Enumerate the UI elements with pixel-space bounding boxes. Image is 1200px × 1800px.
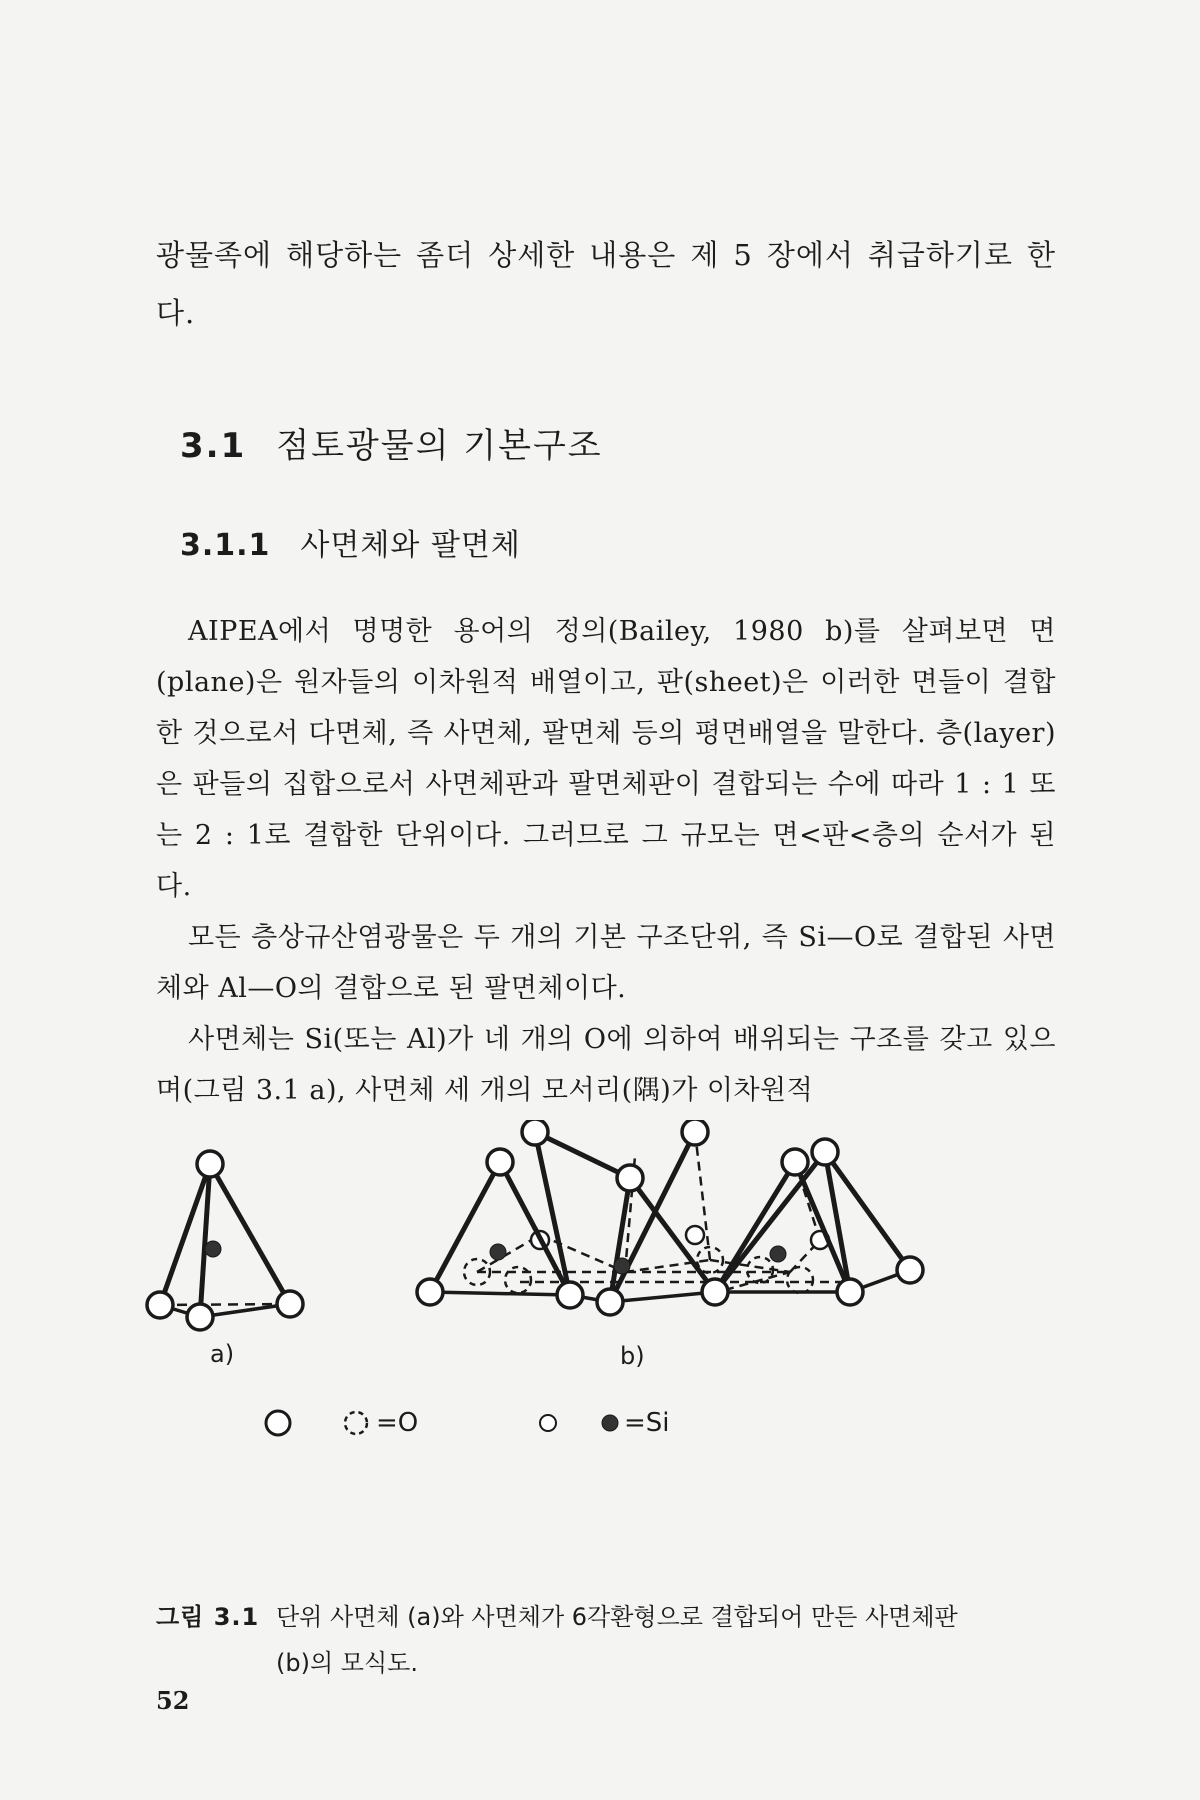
legend-o: =O (376, 1408, 419, 1438)
label-a: a) (210, 1340, 235, 1368)
legend-symbols (266, 1411, 618, 1435)
paragraph-1: AIPEA에서 명명한 용어의 정의(Bailey, 1980 b)를 살펴보면 면(plane)은 원자들의 이차원적 배열이고, 판(sheet)은 이러한 면들이 결합한 것으로서 다면체, 즉 사면체, 팔면체 등의 평면배열을 말한다. 층(layer)은 판들의 집합으로서 사면체판과 팔면체판이 결합되는 수에 따라 1 : 1 또는 2 : 1로 결합한 단위이다. 그러므로 그 규모는 면<판<층의 순서가 된다. (156, 616, 1056, 902)
intro-paragraph (156, 226, 1056, 342)
section-heading (180, 418, 603, 467)
subsection-number: 3.1.1 (180, 528, 271, 563)
label-b: b) (620, 1342, 645, 1370)
section-title: 점토광물의 기본구조 (276, 426, 603, 466)
legend-si: =Si (624, 1408, 670, 1438)
page-number: 52 (156, 1686, 190, 1715)
paragraph-3: 사면체는 Si(또는 Al)가 네 개의 O에 의하여 배위되는 구조를 갖고 있으며(그림 3.1 a), 사면체 세 개의 모서리(隅)가 이차원적 (156, 1024, 1056, 1106)
figure-3-1 (140, 1120, 1060, 1480)
tetrahedra-diagram (140, 1120, 1060, 1480)
tetrahedral-sheet (417, 1120, 923, 1315)
body-text (156, 606, 1056, 1116)
single-tetrahedron (147, 1151, 303, 1330)
paragraph-2: 모든 층상규산염광물은 두 개의 기본 구조단위, 즉 Si—O로 결합된 사면체와 Al—O의 결합으로 된 팔면체이다. (156, 922, 1056, 1004)
section-number: 3.1 (180, 426, 247, 466)
intro-text: 광물족에 해당하는 좀더 상세한 내용은 제 5 장에서 취급하기로 한다. (156, 238, 1056, 330)
subsection-title: 사면체와 팔면체 (300, 528, 521, 563)
caption-label: 그림 3.1 (156, 1603, 260, 1631)
subsection-heading (180, 520, 521, 564)
caption-line-1: 단위 사면체 (a)와 사면체가 6각환형으로 결합되어 만든 사면체판 (276, 1603, 958, 1631)
caption-line-2: (b)의 모식도. (276, 1649, 418, 1677)
